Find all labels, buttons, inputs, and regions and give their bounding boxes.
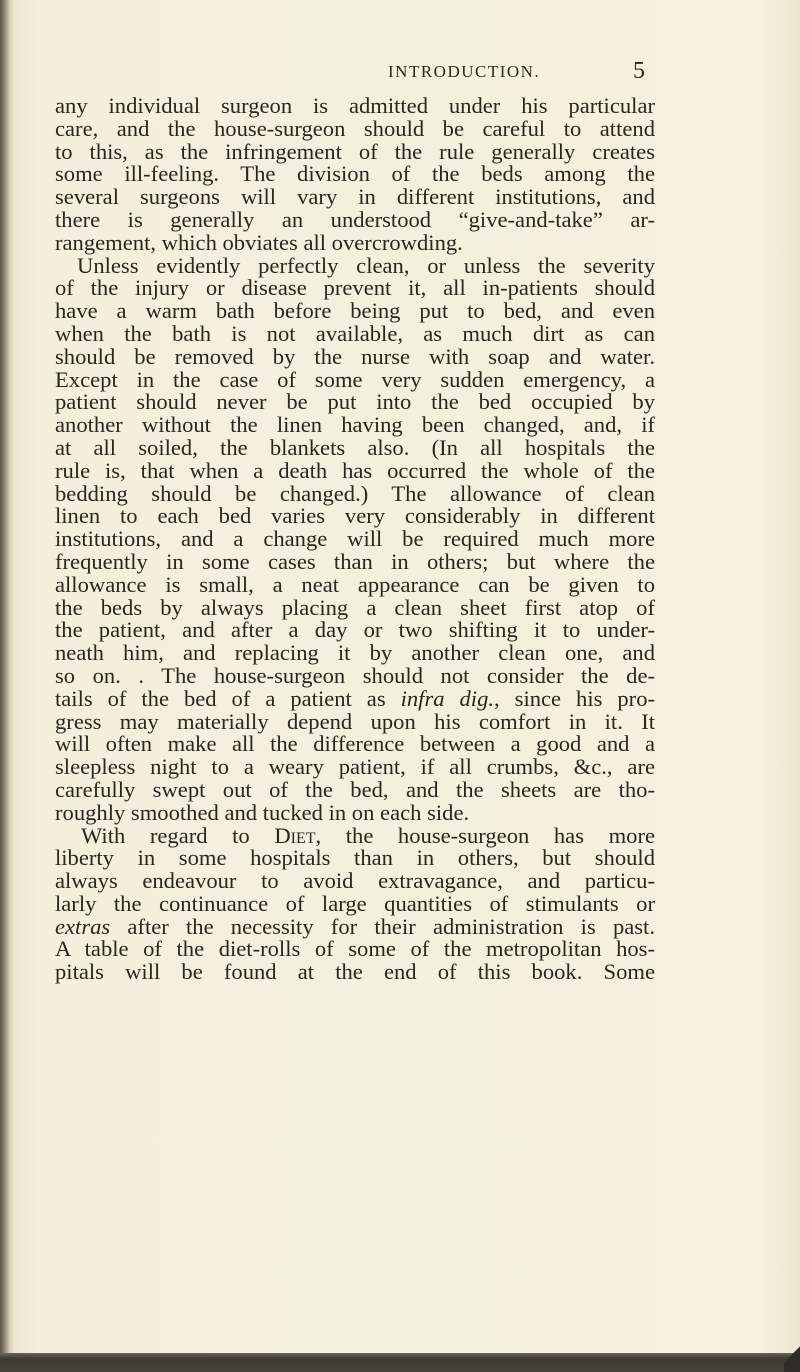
italic-phrase: infra dig.	[400, 685, 495, 711]
text-line: when the bath is not available, as much dirt as can	[55, 320, 655, 346]
text-line: linen to each bed varies very considerably in different	[55, 503, 655, 529]
text-line: allowance is small, a neat appearance can be given to	[55, 571, 655, 597]
running-head	[0, 58, 800, 90]
body-text	[55, 95, 655, 984]
text-line: larly the continuance of large quantities of stimulants or	[55, 890, 655, 916]
text-line: bedding should be changed.) The allowance of clean	[55, 480, 655, 506]
text-line: at all soiled, the blankets also. (In all hospitals the	[55, 434, 655, 460]
text-line: Except in the case of some very sudden emergency, a	[55, 366, 655, 392]
text-line: have a warm bath before being put to bed, and even	[55, 298, 655, 324]
italic-phrase: extras	[55, 913, 111, 939]
text-line: care, and the house-surgeon should be careful to attend	[55, 115, 655, 141]
text-line: any individual surgeon is admitted under his particular	[55, 93, 655, 118]
text-line-diet	[55, 822, 656, 848]
text-line: sleepless night to a weary patient, if all crumbs, &c., are	[55, 754, 655, 780]
text-line: another without the linen having been changed, and, if	[55, 412, 655, 438]
text-line-extras	[55, 913, 655, 939]
text-line: frequently in some cases than in others; but where the	[55, 548, 655, 574]
paragraph-start-line: Unless evidently perfectly clean, or unless the severity	[77, 252, 655, 278]
running-title: INTRODUCTION.	[388, 62, 541, 81]
text-line-infra	[55, 685, 656, 711]
small-caps-term: Diet	[274, 822, 316, 848]
text-line: some ill-feeling. The division of the beds among the	[55, 161, 655, 187]
text-segment: tails of the bed of a patient as	[55, 685, 386, 711]
text-segment: With regard to	[81, 822, 250, 848]
page-number: 5	[633, 58, 645, 84]
text-line: always endeavour to avoid extravagance, and particu-	[55, 868, 655, 894]
page-bottom-edge	[0, 1353, 800, 1372]
text-line: gress may materially depend upon his comfort in it. It	[55, 708, 655, 734]
text-line: the patient, and after a day or two shifting it to under-	[55, 617, 655, 643]
text-line: several surgeons will vary in different institutions, and	[55, 184, 655, 210]
text-line: pitals will be found at the end of this book. Some	[55, 959, 655, 985]
text-line: there is generally an understood “give-and-take” ar-	[55, 206, 655, 232]
text-line: carefully swept out of the bed, and the sheets are tho-	[55, 776, 655, 802]
text-line: neath him, and replacing it by another clean one, and	[55, 640, 655, 666]
text-segment: , since his pro-	[494, 685, 656, 711]
text-line: patient should never be put into the bed occupied by	[55, 389, 655, 415]
text-line: of the injury or disease prevent it, all in-patients should	[55, 275, 655, 301]
text-line: institutions, and a change will be required much more	[55, 526, 655, 552]
text-segment: , the house-surgeon has more	[315, 822, 656, 848]
text-line: should be removed by the nurse with soap and water.	[55, 343, 655, 369]
text-line: rule is, that when a death has occurred the whole of the	[55, 457, 655, 483]
text-segment: after the necessity for their administration is past.	[127, 913, 655, 939]
text-line: A table of the diet-rolls of some of the metropolitan hos-	[55, 936, 655, 962]
text-line: liberty in some hospitals than in others, but should	[55, 845, 655, 871]
text-line: will often make all the difference between a good and a	[55, 731, 655, 757]
text-line: roughly smoothed and tucked in on each side.	[55, 799, 470, 825]
text-line: the beds by always placing a clean sheet first atop of	[55, 594, 655, 620]
text-line: so on. . The house-surgeon should not consider the de-	[55, 662, 655, 688]
text-line: to this, as the infringement of the rule generally creates	[55, 138, 655, 164]
text-line: rangement, which obviates all overcrowding.	[55, 229, 463, 255]
binding-edge	[0, 0, 14, 1372]
